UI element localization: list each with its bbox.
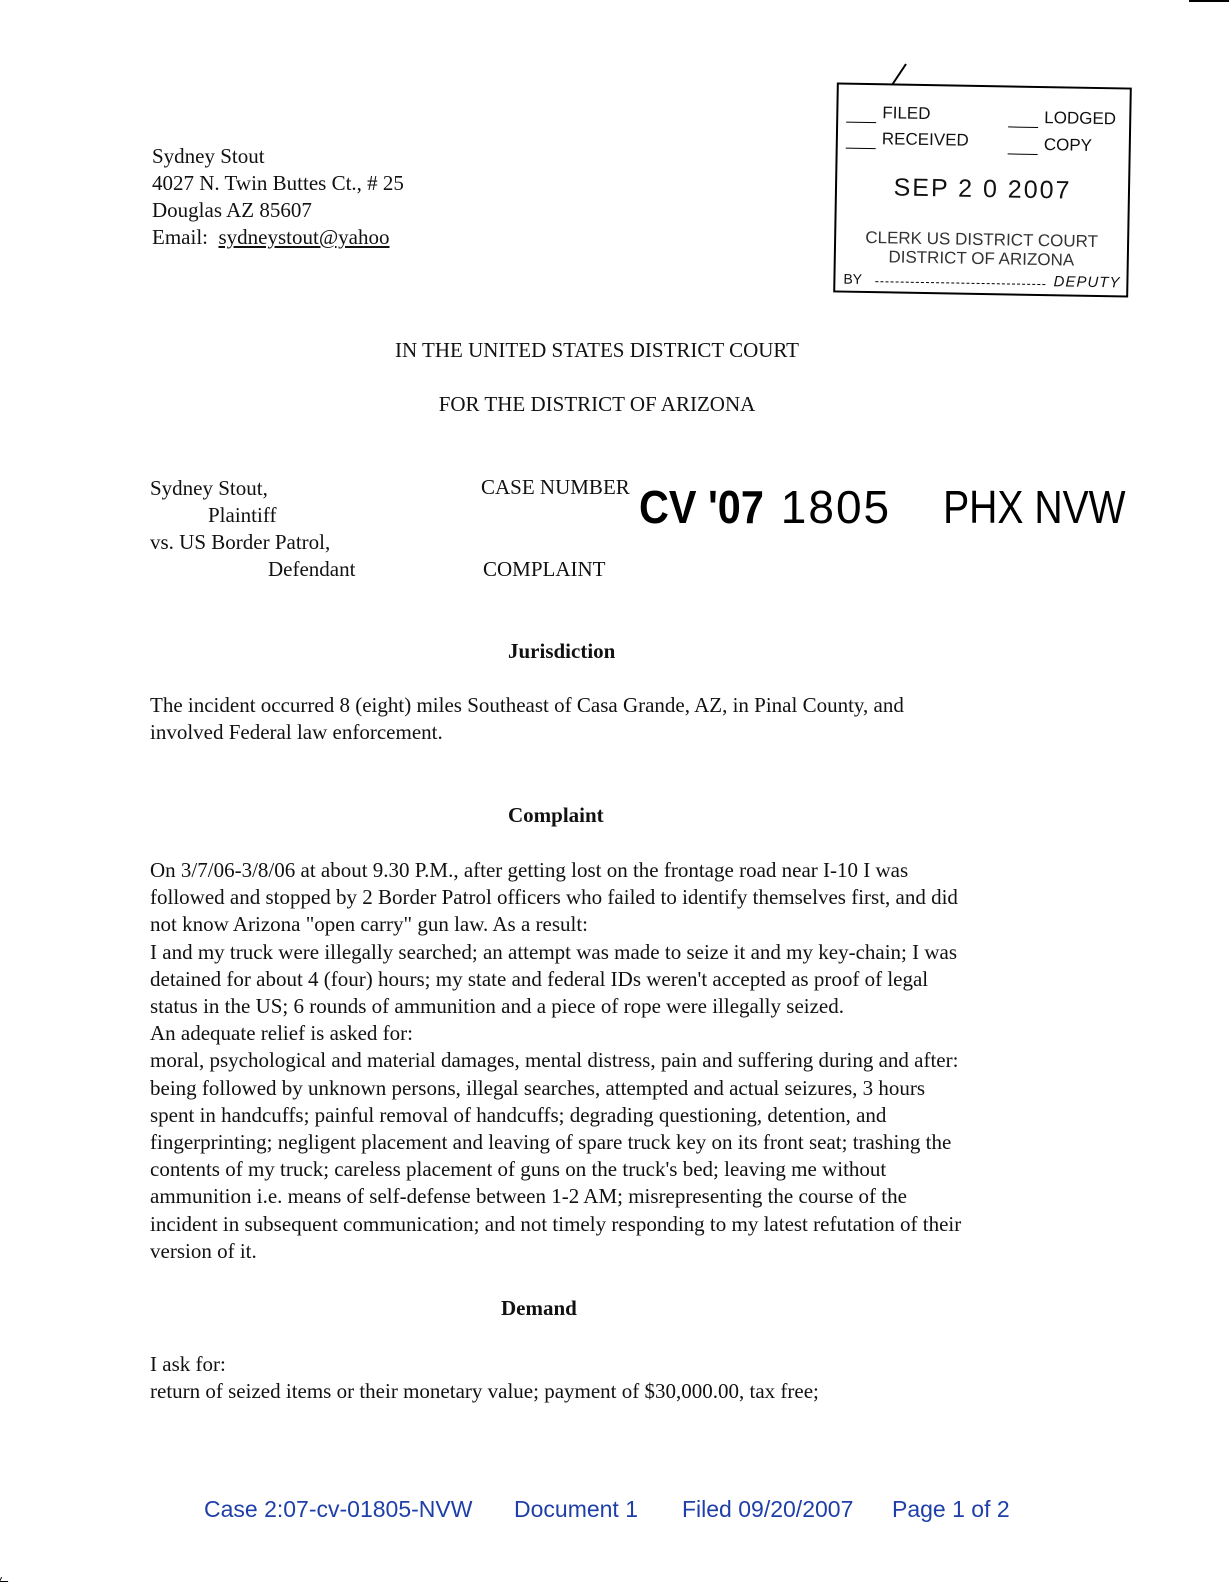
stamp-deputy-label: DEPUTY: [1053, 273, 1121, 292]
case-stamp-prefix: CV '07: [638, 481, 764, 533]
text-line: contents of my truck; careless placement of guns on the truck's bed; leaving me without: [150, 1157, 887, 1182]
text-line: being followed by unknown persons, illegal searches, attempted and actual seizures, 3 hours: [150, 1075, 926, 1100]
stamp-clerk: [836, 227, 1128, 270]
stamp-blank: [846, 134, 876, 150]
defendant-role: Defendant: [268, 557, 356, 581]
case-caption-parties: [150, 475, 355, 583]
text-line: status in the US; 6 rounds of ammunition and a piece of rope were illegally seized.: [150, 994, 844, 1019]
scan-corner-mark: [0, 1577, 10, 1582]
complaint-heading: Complaint: [508, 803, 604, 827]
footer-filed-date: Filed 09/20/2007: [682, 1496, 854, 1522]
demand-paragraph: [150, 1351, 1090, 1405]
case-stamp-suffix: PHX NVW: [943, 481, 1126, 533]
text-line: I ask for:: [150, 1352, 226, 1376]
plaintiff-name: Sydney Stout,: [150, 476, 268, 500]
text-line: fingerprinting; negligent placement and leaving of spare truck key on its front seat; trashing the: [150, 1130, 952, 1155]
stamp-received-row: [846, 129, 969, 151]
top-edge-rule: [1189, 0, 1229, 2]
footer-page-number: Page 1 of 2: [892, 1496, 1010, 1522]
text-line: spent in handcuffs; painful removal of handcuffs; degrading questioning, detention, and: [150, 1102, 887, 1127]
court-name: IN THE UNITED STATES DISTRICT COURT: [394, 338, 800, 362]
sender-email-label: Email:: [152, 225, 208, 249]
footer-case-number: Case 2:07-cv-01805-NVW: [204, 1496, 473, 1522]
text-line: An adequate relief is asked for:: [150, 1021, 413, 1046]
text-line: not know Arizona "open carry" gun law. As a result:: [150, 912, 589, 937]
stamp-lodged-label: LODGED: [1044, 108, 1117, 129]
jurisdiction-heading: Jurisdiction: [508, 639, 616, 663]
stamp-by-label: BY: [843, 270, 863, 287]
text-line: I and my truck were illegally searched; an attempt was made to seize it and my key-chain; I was: [150, 939, 958, 964]
text-line: moral, psychological and material damages, mental distress, pain and suffering during and after:: [150, 1048, 959, 1073]
stamp-copy-row: [1008, 134, 1093, 155]
demand-heading: Demand: [501, 1296, 577, 1320]
stamp-copy-label: COPY: [1043, 135, 1093, 155]
stamp-by-line: [875, 281, 1045, 285]
text-line: On 3/7/06-3/8/06 at about 9.30 P.M., after getting lost on the frontage road near I-10 I was: [150, 858, 909, 882]
case-number-stamp: [632, 478, 1142, 536]
text-line: incident in subsequent communication; and not timely responding to my latest refutation of their: [150, 1211, 962, 1236]
text-line: return of seized items or their monetary value; payment of $30,000.00, tax free;: [150, 1379, 819, 1404]
footer-document-number: Document 1: [514, 1496, 639, 1522]
stamp-received-label: RECEIVED: [881, 129, 969, 150]
stamp-blank: [1008, 112, 1038, 128]
sender-email-row: [152, 224, 404, 251]
case-stamp-number: 1805: [780, 481, 892, 533]
text-line: involved Federal law enforcement.: [150, 720, 443, 745]
text-line: ammunition i.e. means of self-defense between 1-2 AM; misrepresenting the course of the: [150, 1184, 907, 1209]
stamp-blank: [846, 108, 876, 124]
filing-stamp: [833, 82, 1132, 297]
plaintiff-role: Plaintiff: [208, 503, 277, 527]
jurisdiction-paragraph: [150, 692, 1090, 746]
stamp-filed-label: FILED: [882, 103, 931, 124]
court-district: FOR THE DISTRICT OF ARIZONA: [438, 392, 756, 416]
stamp-clerk-line1: CLERK US DISTRICT COURT: [865, 227, 1099, 252]
case-number-label: CASE NUMBER: [481, 475, 630, 499]
text-line: detained for about 4 (four) hours; my state and federal IDs weren't accepted as proof of legal: [150, 966, 929, 991]
sender-name: Sydney Stout: [152, 144, 265, 168]
complaint-paragraph: [150, 857, 1090, 1265]
defendant-name: vs. US Border Patrol,: [150, 530, 331, 554]
sender-block: [152, 143, 404, 251]
stamp-date: SEP 2 0 2007: [893, 173, 1072, 205]
stamp-clerk-line2: DISTRICT OF ARIZONA: [888, 247, 1075, 270]
text-line: version of it.: [150, 1238, 257, 1263]
sender-address-line2: Douglas AZ 85607: [152, 198, 312, 222]
text-line: The incident occurred 8 (eight) miles Southeast of Casa Grande, AZ, in Pinal County, and: [150, 693, 904, 717]
sender-email[interactable]: sydneystout@yahoo: [218, 225, 390, 249]
text-line: followed and stopped by 2 Border Patrol officers who failed to identify themselves first, and did: [150, 885, 958, 910]
sender-address-line1: 4027 N. Twin Buttes Ct., # 25: [152, 171, 404, 195]
stamp-lodged-row: [1008, 107, 1116, 129]
document-type: COMPLAINT: [483, 557, 606, 581]
stamp-blank: [1008, 139, 1038, 155]
stamp-filed-row: [846, 103, 931, 124]
